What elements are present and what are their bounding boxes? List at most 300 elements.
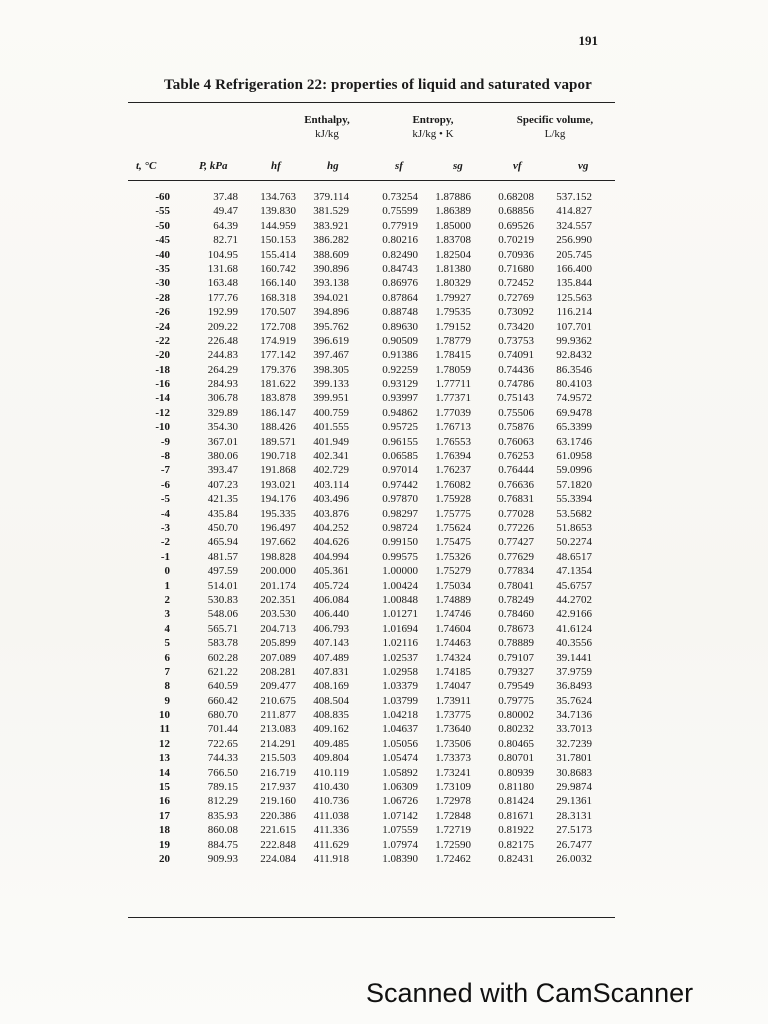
cell-pressure: 722.65	[207, 737, 238, 750]
cell-sg: 1.79152	[435, 320, 471, 333]
column-header-hg: hg	[327, 160, 339, 172]
table-top-rule	[128, 102, 615, 103]
table-row	[128, 521, 618, 535]
cell-sg: 1.76082	[435, 478, 471, 491]
cell-sg: 1.75928	[435, 493, 471, 506]
cell-sf: 1.02116	[382, 637, 418, 650]
cell-hf: 190.718	[260, 450, 296, 463]
cell-vf: 0.80232	[498, 723, 534, 736]
cell-sf: 0.91386	[382, 349, 418, 362]
cell-hg: 406.793	[313, 622, 349, 635]
cell-sg: 1.73911	[435, 694, 471, 707]
cell-hf: 217.937	[260, 781, 296, 794]
cell-hg: 393.138	[313, 277, 349, 290]
cell-temperature: 12	[159, 737, 170, 750]
cell-sg: 1.75775	[435, 507, 471, 520]
cell-sg: 1.73109	[435, 781, 471, 794]
cell-hg: 406.440	[313, 608, 349, 621]
cell-sg: 1.77371	[435, 392, 471, 405]
cell-hf: 189.571	[260, 435, 296, 448]
cell-temperature: 6	[164, 651, 170, 664]
cell-hg: 406.084	[313, 593, 349, 606]
cell-vg: 51.8653	[556, 521, 592, 534]
cell-hg: 408.835	[313, 709, 349, 722]
cell-hg: 386.282	[313, 234, 349, 247]
cell-vf: 0.78249	[498, 593, 534, 606]
cell-sf: 0.99575	[382, 550, 418, 563]
cell-pressure: 621.22	[207, 665, 238, 678]
table-row	[128, 363, 618, 377]
cell-hf: 202.351	[260, 593, 296, 606]
cell-vf: 0.78460	[498, 608, 534, 621]
cell-temperature: -2	[160, 536, 170, 549]
cell-vg: 50.2274	[556, 536, 592, 549]
cell-sg: 1.74463	[435, 637, 471, 650]
cell-vg: 31.7801	[556, 752, 592, 765]
table-row	[128, 780, 618, 794]
cell-sf: 1.04218	[382, 709, 418, 722]
enthalpy-group-header	[272, 113, 382, 141]
cell-sg: 1.78779	[435, 334, 471, 347]
cell-hg: 398.305	[313, 363, 349, 376]
cell-hf: 186.147	[260, 406, 296, 419]
cell-hg: 390.896	[313, 262, 349, 275]
cell-sf: 1.02958	[382, 665, 418, 678]
table-row	[128, 463, 618, 477]
cell-sg: 1.74047	[435, 680, 471, 693]
cell-hf: 174.919	[260, 334, 296, 347]
cell-hg: 400.759	[313, 406, 349, 419]
cell-vf: 0.71680	[498, 262, 534, 275]
cell-hg: 409.162	[313, 723, 349, 736]
cell-vg: 40.3556	[556, 637, 592, 650]
cell-pressure: 701.44	[207, 723, 238, 736]
cell-pressure: 450.70	[207, 521, 238, 534]
cell-hg: 399.951	[313, 392, 349, 405]
cell-sf: 1.07142	[382, 809, 418, 822]
cell-hf: 194.176	[260, 493, 296, 506]
table-row	[128, 406, 618, 420]
cell-vg: 53.5682	[556, 507, 592, 520]
cell-hf: 219.160	[260, 795, 296, 808]
column-header-hf: hf	[271, 160, 281, 172]
cell-hf: 204.713	[260, 622, 296, 635]
cell-hg: 394.021	[313, 291, 349, 304]
cell-hg: 407.831	[313, 665, 349, 678]
cell-pressure: 884.75	[207, 838, 238, 851]
cell-pressure: 640.59	[207, 680, 238, 693]
column-header-pressure: P, kPa	[199, 160, 228, 172]
column-header-temperature: t, °C	[136, 160, 157, 172]
cell-temperature: -6	[160, 478, 170, 491]
cell-temperature: 2	[164, 593, 170, 606]
cell-vf: 0.81922	[498, 824, 534, 837]
cell-temperature: -16	[155, 378, 170, 391]
cell-hf: 134.763	[260, 191, 296, 203]
cell-temperature: -5	[160, 493, 170, 506]
cell-sf: 0.93129	[382, 378, 418, 391]
cell-vf: 0.68208	[498, 191, 534, 203]
cell-hf: 197.662	[260, 536, 296, 549]
cell-hf: 193.021	[260, 478, 296, 491]
cell-vg: 39.1441	[556, 651, 592, 664]
cell-sf: 0.93997	[382, 392, 418, 405]
cell-pressure: 744.33	[207, 752, 238, 765]
enthalpy-unit: kJ/kg	[315, 128, 339, 140]
table-row	[128, 607, 618, 621]
cell-vf: 0.80701	[498, 752, 534, 765]
cell-vf: 0.79549	[498, 680, 534, 693]
cell-sf: 1.07974	[382, 838, 418, 851]
table-row	[128, 665, 618, 679]
cell-pressure: 264.29	[207, 363, 238, 376]
cell-vg: 414.827	[556, 205, 592, 218]
cell-vg: 92.8432	[556, 349, 592, 362]
table-body	[128, 190, 618, 866]
cell-pressure: 602.28	[207, 651, 238, 664]
cell-pressure: 131.68	[207, 262, 238, 275]
cell-hf: 216.719	[260, 766, 296, 779]
cell-hg: 402.729	[313, 464, 349, 477]
cell-vg: 63.1746	[556, 435, 592, 448]
cell-vf: 0.69526	[498, 219, 534, 232]
cell-sf: 1.07559	[382, 824, 418, 837]
cell-temperature: -50	[155, 219, 170, 232]
table-row	[128, 391, 618, 405]
page-number: 191	[578, 33, 598, 48]
cell-vg: 256.990	[556, 234, 592, 247]
cell-hf: 155.414	[260, 248, 296, 261]
cell-hg: 404.252	[313, 521, 349, 534]
table-row	[128, 766, 618, 780]
table-row	[128, 794, 618, 808]
cell-temperature: -28	[155, 291, 170, 304]
cell-vf: 0.81671	[498, 809, 534, 822]
cell-temperature: -55	[155, 205, 170, 218]
table-row	[128, 348, 618, 362]
cell-vf: 0.76063	[498, 435, 534, 448]
cell-hf: 168.318	[260, 291, 296, 304]
cell-sf: 0.98297	[382, 507, 418, 520]
cell-sf: 0.06585	[382, 450, 418, 463]
cell-sg: 1.75326	[435, 550, 471, 563]
table-row	[128, 233, 618, 247]
cell-vf: 0.68856	[498, 205, 534, 218]
cell-temperature: -14	[155, 392, 170, 405]
cell-hf: 172.708	[260, 320, 296, 333]
cell-sg: 1.73373	[435, 752, 471, 765]
cell-sg: 1.74324	[435, 651, 471, 664]
cell-pressure: 407.23	[207, 478, 238, 491]
cell-hg: 411.629	[313, 838, 349, 851]
cell-temperature: -24	[155, 320, 170, 333]
cell-vf: 0.80002	[498, 709, 534, 722]
cell-temperature: 9	[164, 694, 170, 707]
cell-hf: 215.503	[260, 752, 296, 765]
table-row	[128, 305, 618, 319]
cell-pressure: 226.48	[207, 334, 238, 347]
cell-temperature: 3	[164, 608, 170, 621]
cell-temperature: -8	[160, 450, 170, 463]
cell-vg: 34.7136	[556, 709, 592, 722]
cell-vf: 0.76636	[498, 478, 534, 491]
cell-sg: 1.72590	[435, 838, 471, 851]
cell-hf: 210.675	[260, 694, 296, 707]
cell-hg: 401.949	[313, 435, 349, 448]
cell-vg: 48.6517	[556, 550, 592, 563]
cell-vf: 0.70219	[498, 234, 534, 247]
table-row	[128, 435, 618, 449]
cell-hf: 150.153	[260, 234, 296, 247]
cell-sf: 1.06726	[382, 795, 418, 808]
cell-temperature: 14	[159, 766, 170, 779]
cell-vf: 0.75143	[498, 392, 534, 405]
cell-pressure: 354.30	[207, 421, 238, 434]
cell-pressure: 766.50	[207, 766, 238, 779]
entropy-group-header	[378, 113, 488, 141]
cell-sg: 1.77711	[435, 378, 471, 391]
cell-sg: 1.85000	[435, 219, 471, 232]
cell-hg: 405.361	[313, 565, 349, 578]
cell-sf: 1.01694	[382, 622, 418, 635]
cell-sf: 0.84743	[382, 262, 418, 275]
cell-vf: 0.74786	[498, 378, 534, 391]
cell-pressure: 64.39	[213, 219, 238, 232]
table-row	[128, 449, 618, 463]
cell-sg: 1.75279	[435, 565, 471, 578]
cell-sg: 1.76553	[435, 435, 471, 448]
cell-vg: 135.844	[556, 277, 592, 290]
cell-hg: 404.994	[313, 550, 349, 563]
entropy-label: Entropy,	[412, 114, 454, 126]
cell-sf: 0.86976	[382, 277, 418, 290]
cell-sg: 1.76237	[435, 464, 471, 477]
cell-hg: 401.555	[313, 421, 349, 434]
cell-sg: 1.72848	[435, 809, 471, 822]
cell-temperature: -10	[155, 421, 170, 434]
cell-pressure: 192.99	[207, 306, 238, 319]
table-row	[128, 838, 618, 852]
cell-vf: 0.79775	[498, 694, 534, 707]
cell-pressure: 82.71	[213, 234, 238, 247]
cell-hf: 208.281	[260, 665, 296, 678]
cell-temperature: -3	[160, 521, 170, 534]
cell-hf: 183.878	[260, 392, 296, 405]
cell-pressure: 860.08	[207, 824, 238, 837]
table-row	[128, 291, 618, 305]
cell-hf: 198.828	[260, 550, 296, 563]
cell-vf: 0.81424	[498, 795, 534, 808]
cell-vg: 30.8683	[556, 766, 592, 779]
cell-pressure: 421.35	[207, 493, 238, 506]
table-row	[128, 420, 618, 434]
cell-temperature: 4	[164, 622, 170, 635]
cell-vf: 0.80465	[498, 737, 534, 750]
cell-hg: 383.921	[313, 219, 349, 232]
cell-temperature: -4	[160, 507, 170, 520]
volume-unit: L/kg	[544, 128, 566, 140]
cell-pressure: 49.47	[213, 205, 238, 218]
table-row	[128, 535, 618, 549]
cell-hf: 214.291	[260, 737, 296, 750]
cell-sg: 1.75034	[435, 579, 471, 592]
cell-vf: 0.72769	[498, 291, 534, 304]
cell-temperature: 18	[159, 824, 170, 837]
cell-sg: 1.74604	[435, 622, 471, 635]
cell-vg: 44.2702	[556, 593, 592, 606]
scanner-watermark: Scanned with CamScanner	[366, 978, 694, 1008]
cell-sf: 1.03379	[382, 680, 418, 693]
cell-vg: 29.9874	[556, 781, 592, 794]
table-row	[128, 507, 618, 521]
cell-sf: 0.97014	[382, 464, 418, 477]
cell-hg: 407.143	[313, 637, 349, 650]
cell-hf: 195.335	[260, 507, 296, 520]
cell-sf: 0.92259	[382, 363, 418, 376]
cell-sf: 0.98724	[382, 521, 418, 534]
cell-sf: 1.00000	[382, 565, 418, 578]
cell-hg: 405.724	[313, 579, 349, 592]
cell-sf: 1.01271	[382, 608, 418, 621]
cell-temperature: 15	[159, 781, 170, 794]
cell-vg: 41.6124	[556, 622, 592, 635]
cell-vf: 0.78889	[498, 637, 534, 650]
cell-hg: 397.467	[313, 349, 349, 362]
cell-pressure: 789.15	[207, 781, 238, 794]
cell-sg: 1.72719	[435, 824, 471, 837]
cell-temperature: 10	[159, 709, 170, 722]
table-row	[128, 737, 618, 751]
cell-hf: 200.000	[260, 565, 296, 578]
cell-vg: 69.9478	[556, 406, 592, 419]
cell-pressure: 680.70	[207, 709, 238, 722]
cell-hf: 191.868	[260, 464, 296, 477]
cell-sf: 1.05474	[382, 752, 418, 765]
cell-vg: 324.557	[556, 219, 592, 232]
cell-vg: 36.8493	[556, 680, 592, 693]
cell-pressure: 548.06	[207, 608, 238, 621]
cell-vg: 26.0032	[556, 852, 592, 865]
cell-pressure: 530.83	[207, 593, 238, 606]
cell-hg: 403.114	[313, 478, 349, 491]
cell-sf: 1.02537	[382, 651, 418, 664]
table-row	[128, 579, 618, 593]
volume-group-header	[500, 113, 610, 141]
table-row	[128, 320, 618, 334]
cell-sg: 1.80329	[435, 277, 471, 290]
cell-hg: 410.119	[313, 766, 349, 779]
cell-temperature: -26	[155, 306, 170, 319]
cell-vf: 0.81180	[498, 781, 534, 794]
cell-hg: 394.896	[313, 306, 349, 319]
cell-vf: 0.76253	[498, 450, 534, 463]
cell-hf: 201.174	[260, 579, 296, 592]
cell-sf: 0.75599	[382, 205, 418, 218]
cell-pressure: 380.06	[207, 450, 238, 463]
cell-vg: 537.152	[556, 191, 592, 203]
cell-hg: 395.762	[313, 320, 349, 333]
cell-hf: 207.089	[260, 651, 296, 664]
cell-vf: 0.73753	[498, 334, 534, 347]
cell-hf: 139.830	[260, 205, 296, 218]
entropy-unit: kJ/kg • K	[412, 128, 454, 140]
cell-hg: 388.609	[313, 248, 349, 261]
cell-pressure: 583.78	[207, 637, 238, 650]
table-row	[128, 622, 618, 636]
cell-pressure: 465.94	[207, 536, 238, 549]
cell-hf: 166.140	[260, 277, 296, 290]
cell-vg: 32.7239	[556, 737, 592, 750]
cell-vg: 86.3546	[556, 363, 592, 376]
table-title: Table 4 Refrigeration 22: properties of liquid and saturated vapor	[164, 77, 592, 93]
column-header-sf: sf	[395, 160, 403, 172]
cell-hg: 408.169	[313, 680, 349, 693]
table-row	[128, 492, 618, 506]
cell-pressure: 660.42	[207, 694, 238, 707]
header-divider-rule	[128, 180, 615, 181]
cell-temperature: 11	[159, 723, 170, 736]
cell-sg: 1.73241	[435, 766, 471, 779]
cell-sf: 0.97442	[382, 478, 418, 491]
cell-vf: 0.75876	[498, 421, 534, 434]
cell-hf: 224.084	[260, 852, 296, 865]
cell-sf: 0.73254	[382, 191, 418, 203]
table-row	[128, 593, 618, 607]
cell-temperature: -18	[155, 363, 170, 376]
cell-sg: 1.76713	[435, 421, 471, 434]
cell-hg: 381.529	[313, 205, 349, 218]
cell-pressure: 177.76	[207, 291, 238, 304]
cell-temperature: -12	[155, 406, 170, 419]
cell-sf: 1.05056	[382, 737, 418, 750]
cell-vf: 0.74436	[498, 363, 534, 376]
cell-vf: 0.77834	[498, 565, 534, 578]
cell-hg: 409.485	[313, 737, 349, 750]
cell-sf: 1.00848	[382, 593, 418, 606]
cell-vg: 27.5173	[556, 824, 592, 837]
table-row	[128, 651, 618, 665]
cell-hg: 379.114	[313, 191, 349, 203]
cell-temperature: -7	[160, 464, 170, 477]
cell-pressure: 104.95	[207, 248, 238, 261]
cell-temperature: -22	[155, 334, 170, 347]
cell-pressure: 37.48	[213, 191, 238, 203]
cell-vg: 166.400	[556, 262, 592, 275]
cell-vg: 33.7013	[556, 723, 592, 736]
cell-vg: 107.701	[556, 320, 592, 333]
cell-hf: 170.507	[260, 306, 296, 319]
cell-vf: 0.77629	[498, 550, 534, 563]
cell-hg: 411.038	[313, 809, 349, 822]
table-row	[128, 694, 618, 708]
cell-hg: 404.626	[313, 536, 349, 549]
table-row	[128, 334, 618, 348]
cell-vf: 0.79327	[498, 665, 534, 678]
cell-vg: 125.563	[556, 291, 592, 304]
table-row	[128, 809, 618, 823]
table-row	[128, 708, 618, 722]
cell-vg: 28.3131	[556, 809, 592, 822]
cell-vg: 116.214	[556, 306, 592, 319]
cell-hg: 410.736	[313, 795, 349, 808]
cell-vf: 0.72452	[498, 277, 534, 290]
cell-temperature: 0	[164, 565, 170, 578]
cell-temperature: 17	[159, 809, 170, 822]
table-row	[128, 722, 618, 736]
cell-sg: 1.87886	[435, 191, 471, 203]
cell-temperature: 7	[164, 665, 170, 678]
table-row	[128, 823, 618, 837]
